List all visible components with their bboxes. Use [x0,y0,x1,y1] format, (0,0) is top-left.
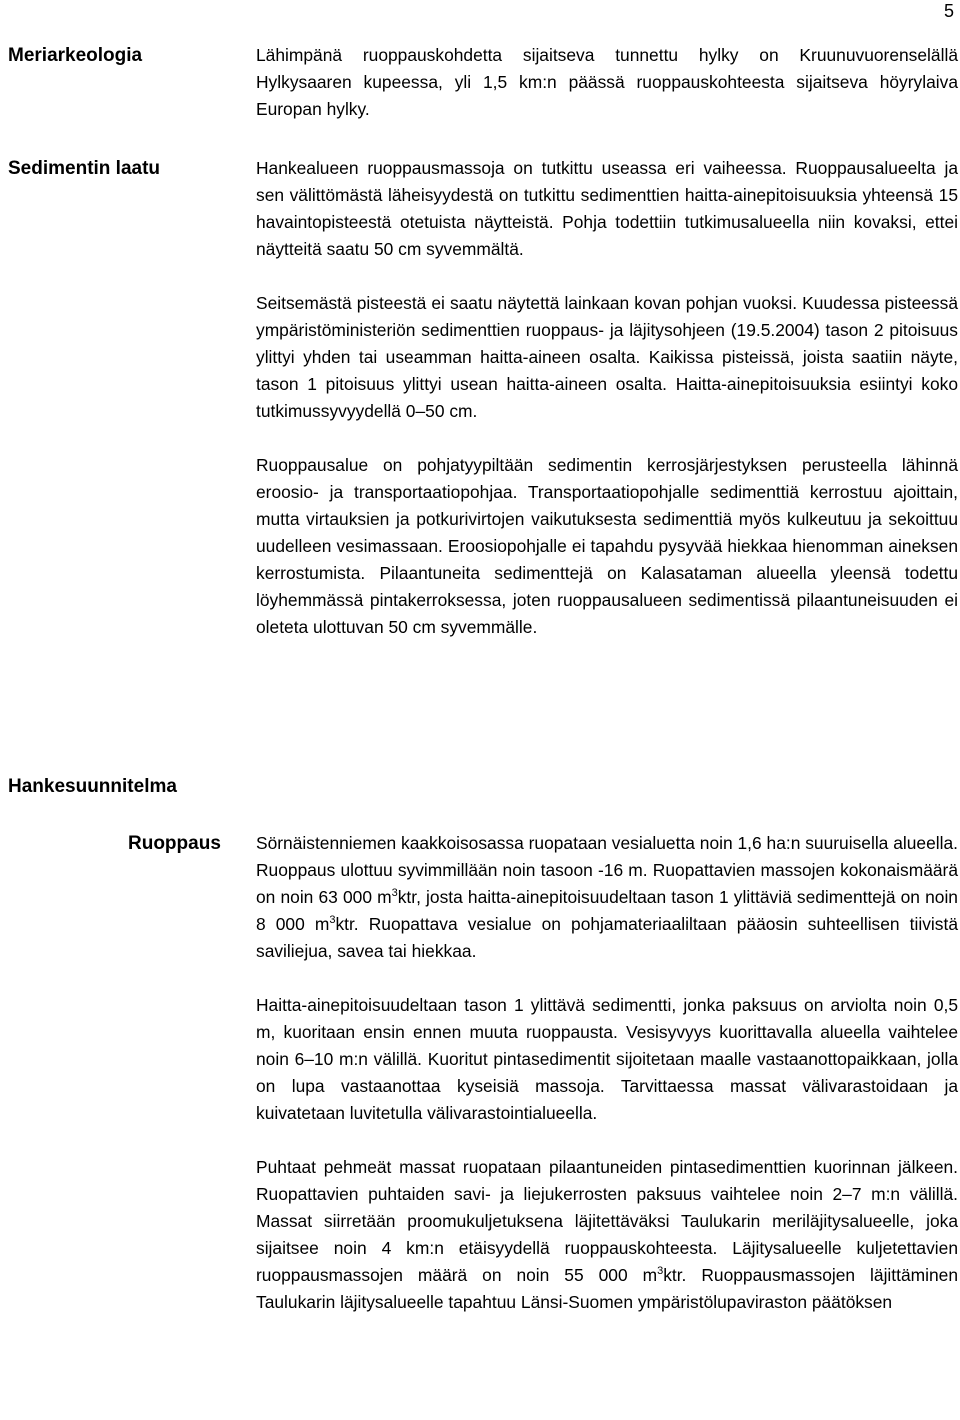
paragraph [256,830,958,965]
text-run: ktr, josta haitta-ainepitoisuudeltaan tason 1 ylittäviä sedimenttejä on noin 8 000 m [256,887,958,934]
text-run: Sörnäistenniemen kaakkoisosassa ruopataan vesialuetta noin 1,6 ha:n suuruisella alueella. Ruoppaus ulottuu syvimmillään noin tasoon -16 m. Ruopattavien massojen kokonaismäärä on noin 63 000 m [256,833,958,907]
section-meriarkeologia [256,42,958,123]
text-run: Puhtaat pehmeät massat ruopataan pilaantuneiden pintasedimenttien kuorinnan jälkeen. Ruopattavien puhtaiden savi- ja liejukerrosten paksuus vaihtelee noin 2–7 m:n välillä. Massat siirretään proomukuljetuksena läjitettäväksi Taulukarin meriläjitysalueelle, joka sijaitsee noin 4 km:n etäisyydellä ruoppauskohteesta. Läjitysalueelle kuljetettavien ruoppausmassojen määrä on noin 55 000 m [256,1157,958,1285]
heading-sedimentin-laatu: Sedimentin laatu [8,158,161,179]
section-sedimentin-laatu [256,155,958,641]
paragraph [256,1154,958,1316]
superscript: 3 [391,887,398,899]
heading-hankesuunnitelma: Hankesuunnitelma [8,776,177,797]
paragraph: Hankealueen ruoppausmassoja on tutkittu useassa eri vaiheessa. Ruoppausalueelta ja sen välittömästä läheisyydestä on tutkittu sedimenttien haitta-ainepitoisuuksia yhteensä 15 havaintopisteestä otetuista näytteistä. Pohja todettiin tutkimusalueella niin kovaksi, ettei näytteitä saatu 50 cm syvemmältä. [256,158,958,259]
heading-meriarkeologia: Meriarkeologia [8,45,143,66]
superscript: 3 [657,1265,664,1277]
superscript: 3 [329,914,336,926]
paragraph: Haitta-ainepitoisuudeltaan tason 1 ylittävä sedimentti, jonka paksuus on arviolta noin 0,5 m, kuoritaan ensin ennen muuta ruoppausta. Vesisyvyys kuorittavalla alueella vaihtelee noin 6–10 m:n välillä. Kuoritut pintasedimentit sijoitetaan maalle vastaanottopaikkaan, jolla on lupa vastaanottaa kyseisiä massoja. Tarvittaessa massat välivarastoidaan ja kuivatetaan luvitetulla välivarastointialueella. [256,995,958,1123]
text-run: ktr. Ruopattava vesialue on pohjamateriaaliltaan pääosin suhteellisen tiivistä saviliejua, savea tai hiekkaa. [256,914,958,961]
paragraph: Seitsemästä pisteestä ei saatu näytettä lainkaan kovan pohjan vuoksi. Kuudessa pisteessä ympäristöministeriön sedimenttien ruoppaus- ja läjitysohjeen (19.5.2004) tason 2 pitoisuus ylittyi yhden tai useamman haitta-aineen osalta. Kaikissa pisteissä, joista saatiin näyte, tason 1 pitoisuus ylittyi usean haitta-aineen osalta. Haitta-ainepitoisuuksia esiintyi koko tutkimussyvyydellä 0–50 cm. [256,293,958,421]
page-number: 5 [943,1,954,21]
paragraph: Lähimpänä ruoppauskohdetta sijaitseva tunnettu hylky on Kruunuvuorenselällä Hylkysaaren kupeessa, yli 1,5 km:n päässä ruoppauskohteesta sijaitseva höyrylaiva Europan hylky. [256,45,958,119]
heading-ruoppaus: Ruoppaus [128,833,221,854]
section-ruoppaus [256,830,958,1316]
paragraph: Ruoppausalue on pohjatyypiltään sedimentin kerrosjärjestyksen perusteella lähinnä eroosio- ja transportaatiopohjaa. Transportaatiopohjalle sedimenttiä kerrostuu ajoittain, mutta virtauksien ja potkurivirtojen vaikutuksesta sedimenttiä myös kulkeutuu ja sekoittuu uudelleen vesimassaan. Eroosiopohjalle ei tapahdu pysyvää hiekkaa hienomman aineksen kerrostumista. Pilaantuneita sedimenttejä on Kalasataman alueella yleensä todettu löyhemmässä pintakerroksessa, joten ruoppausalueen sedimentissä pilaantuneisuuden ei oleteta ulottuvan 50 cm syvemmälle. [256,455,958,637]
text-run: ktr. Ruoppausmassojen läjittäminen Taulukarin läjitysalueelle tapahtuu Länsi-Suomen ympäristölupaviraston päätöksen [256,1265,958,1312]
